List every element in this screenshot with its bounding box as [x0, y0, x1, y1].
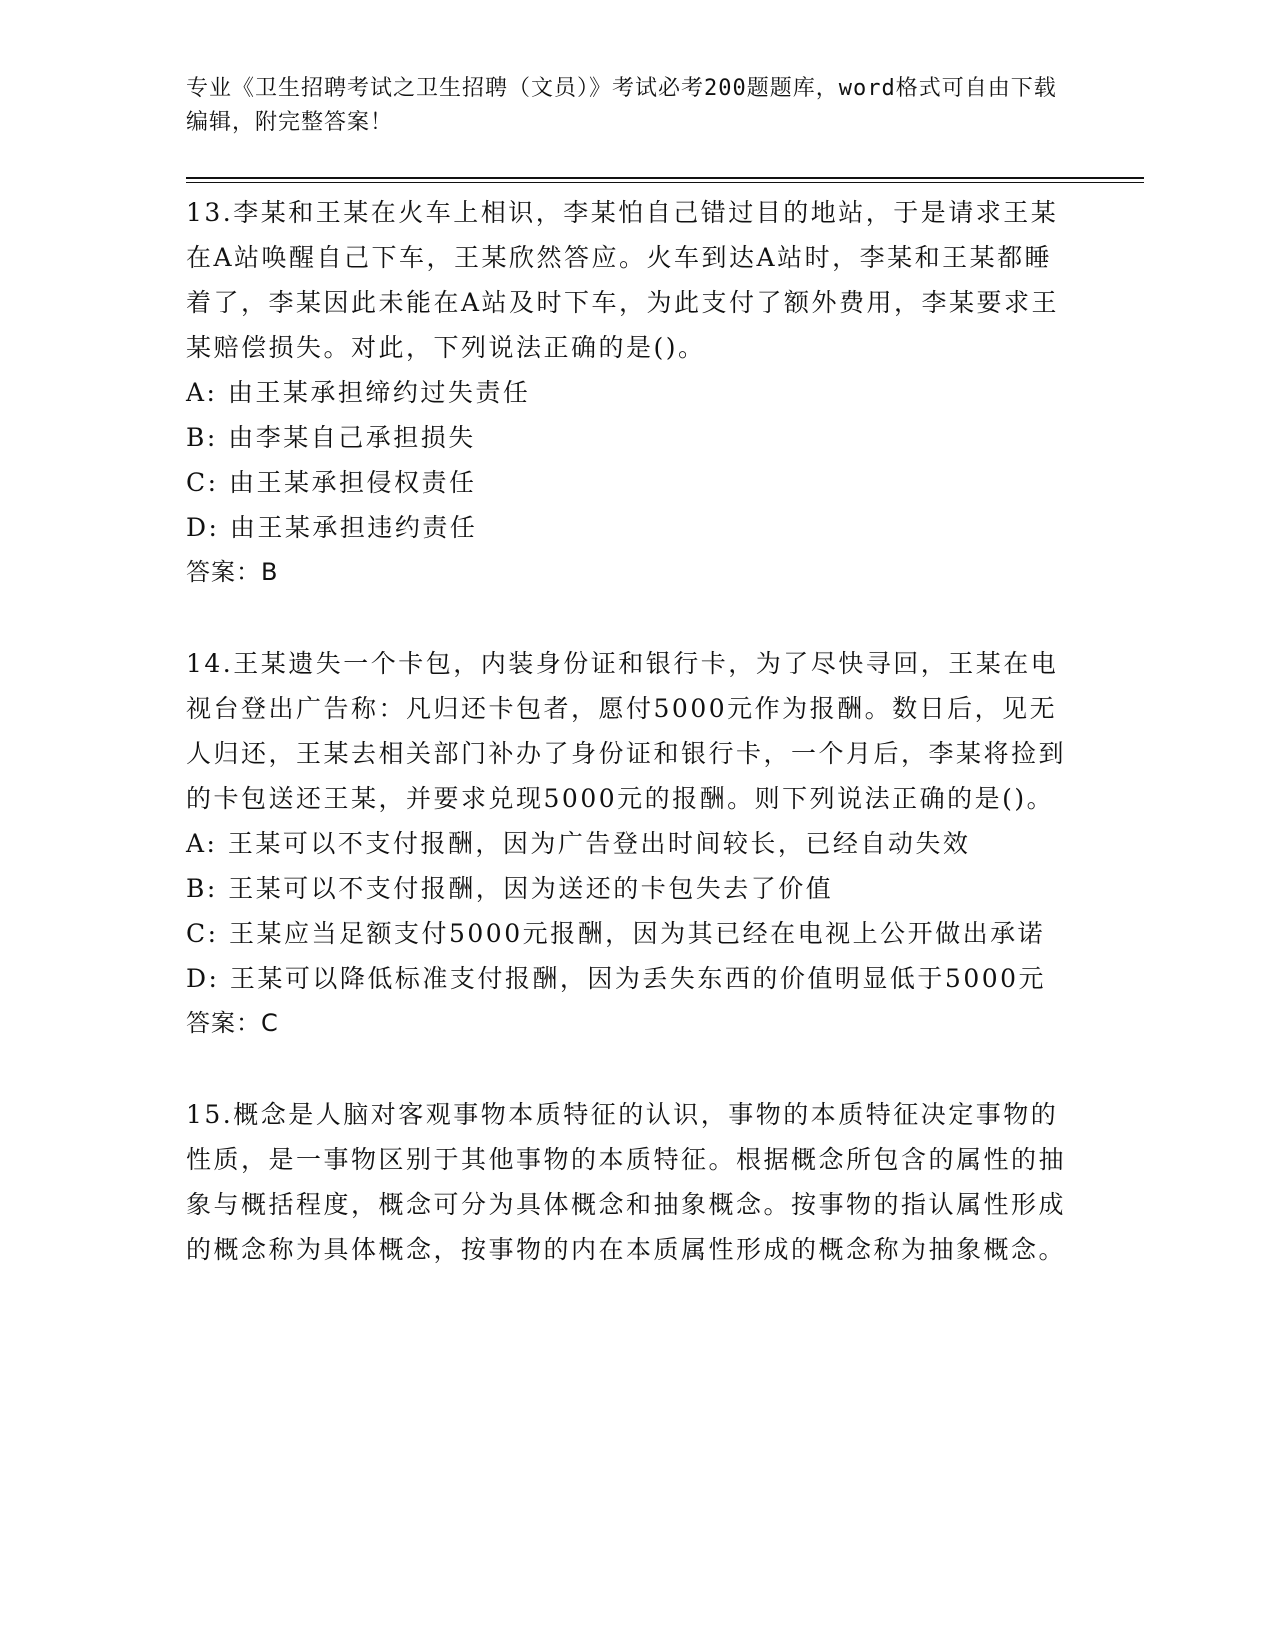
question-13: [186, 190, 1066, 595]
answer-label: 答案：C: [186, 1009, 279, 1037]
document-header: 专业《卫生招聘考试之卫生招聘（文员）》考试必考200题题库，word格式可自由下载编辑，附完整答案！: [186, 76, 1057, 135]
question-stem: 14.王某遗失一个卡包，内装身份证和银行卡，为了尽快寻回，王某在电视台登出广告称：凡归还卡包者，愿付5000元作为报酬。数日后，见无人归还，王某去相关部门补办了身份证和银行卡，一个月后，李某将捡到的卡包送还王某，并要求兑现5000元的报酬。则下列说法正确的是()。: [186, 649, 1067, 813]
option-d: D: 王某可以降低标准支付报酬，因为丢失东西的价值明显低于5000元: [186, 964, 1047, 993]
option-b: B: 王某可以不支付报酬，因为送还的卡包失去了价值: [186, 874, 834, 903]
header-rule-thin: [186, 182, 1144, 183]
option-c: C: 王某应当足额支付5000元报酬，因为其已经在电视上公开做出承诺: [186, 919, 1046, 948]
question-stem: 15.概念是人脑对客观事物本质特征的认识，事物的本质特征决定事物的性质，是一事物区别于其他事物的本质特征。根据概念所包含的属性的抽象与概括程度，概念可分为具体概念和抽象概念。按事物的指认属性形成的概念称为具体概念，按事物的内在本质属性形成的概念称为抽象概念。: [186, 1100, 1067, 1264]
header-rule-thick: [186, 177, 1144, 179]
option-b: B: 由李某自己承担损失: [186, 423, 476, 452]
answer-label: 答案：B: [186, 558, 279, 586]
question-list: [186, 190, 1066, 1318]
option-a: A: 王某可以不支付报酬，因为广告登出时间较长，已经自动失效: [186, 829, 971, 858]
option-c: C: 由王某承担侵权责任: [186, 468, 477, 497]
option-d: D: 由王某承担违约责任: [186, 513, 478, 542]
question-stem: 13.李某和王某在火车上相识，李某怕自己错过目的地站，于是请求王某在A站唤醒自己下车，王某欣然答应。火车到达A站时，李某和王某都睡着了，李某因此未能在A站及时下车，为此支付了额外费用，李某要求王某赔偿损失。对此，下列说法正确的是()。: [186, 198, 1060, 362]
question-14: [186, 641, 1066, 1046]
option-a: A: 由王某承担缔约过失责任: [186, 378, 531, 407]
question-15: [186, 1092, 1066, 1272]
